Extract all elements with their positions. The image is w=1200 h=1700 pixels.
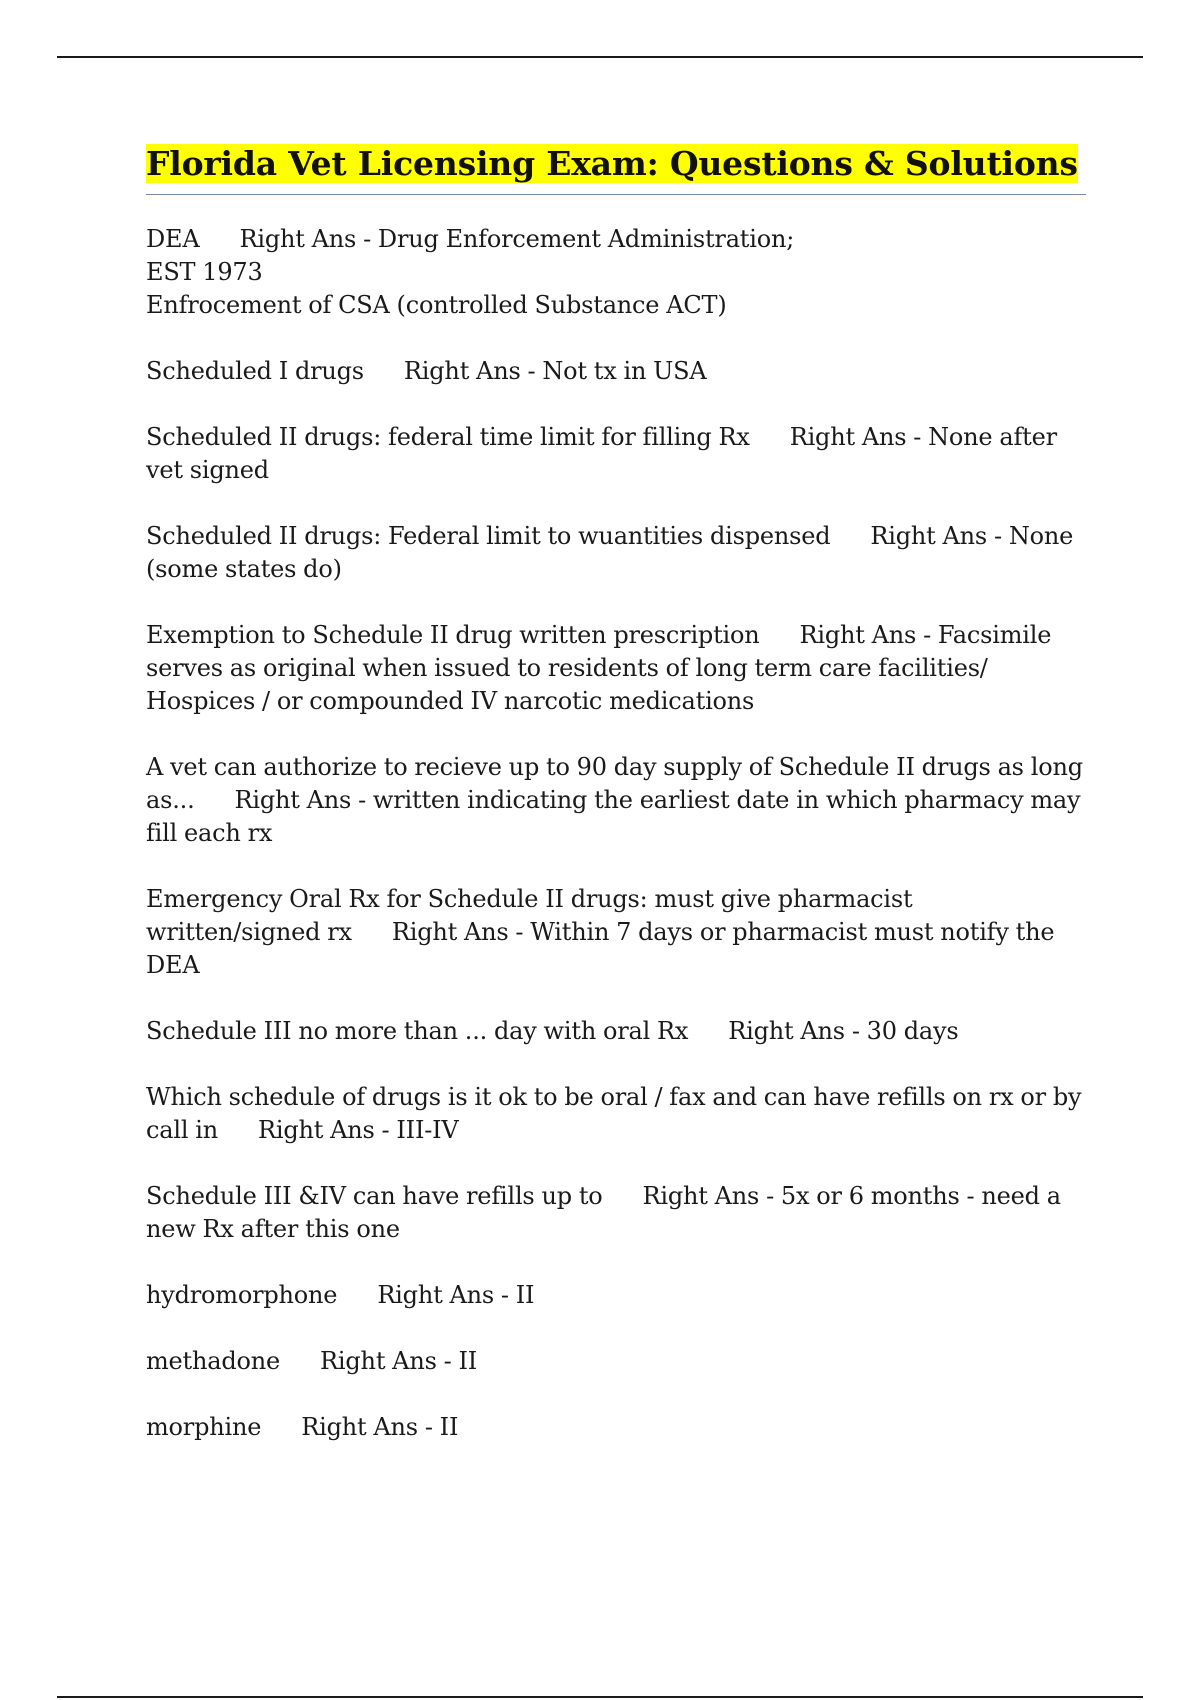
answer-text: Right Ans - Not tx in USA: [403, 357, 707, 385]
question-text: hydromorphone: [146, 1281, 338, 1309]
qa-item: [146, 1345, 1086, 1378]
answer-text: Right Ans - None (some states do): [146, 522, 1074, 583]
qa-item: [146, 883, 1086, 982]
question-text: Scheduled II drugs: Federal limit to wuantities dispensed: [146, 522, 831, 550]
qa-item: [146, 1279, 1086, 1312]
answer-text: Right Ans - II: [301, 1413, 459, 1441]
answer-text: Right Ans - III-IV: [257, 1116, 459, 1144]
qa-item: [146, 520, 1086, 586]
document-title: Florida Vet Licensing Exam: Questions & Solutions: [146, 144, 1078, 183]
answer-extra-line: EST 1973: [146, 258, 263, 286]
answer-text: Right Ans - written indicating the earliest date in which pharmacy may fill each rx: [146, 786, 1081, 847]
answer-text: Right Ans - Drug Enforcement Administration;: [239, 225, 795, 253]
question-text: Schedule III &IV can have refills up to: [146, 1182, 603, 1210]
qa-item: [146, 355, 1086, 388]
title-block: [146, 142, 1086, 195]
qa-item: [146, 1015, 1086, 1048]
question-text: Scheduled II drugs: federal time limit for filling Rx: [146, 423, 750, 451]
question-text: DEA: [146, 225, 200, 253]
answer-text: Right Ans - Facsimile serves as original when issued to residents of long term care facilities/ Hospices / or compounded IV narcotic medications: [146, 621, 1052, 715]
qa-item: [146, 1081, 1086, 1147]
question-text: A vet can authorize to recieve up to 90 day supply of Schedule II drugs as long as...: [146, 753, 1083, 814]
document-body: [146, 142, 1086, 1477]
question-text: Exemption to Schedule II drug written prescription: [146, 621, 760, 649]
answer-text: Right Ans - None after vet signed: [146, 423, 1057, 484]
question-text: Emergency Oral Rx for Schedule II drugs: must give pharmacist written/signed rx: [146, 885, 913, 946]
qa-item: [146, 1180, 1086, 1246]
bottom-rule: [57, 1696, 1143, 1698]
answer-text: Right Ans - 30 days: [728, 1017, 959, 1045]
question-text: Schedule III no more than ... day with oral Rx: [146, 1017, 689, 1045]
question-text: morphine: [146, 1413, 262, 1441]
qa-item: [146, 223, 1086, 322]
top-rule: [57, 56, 1143, 58]
qa-item: [146, 1411, 1086, 1444]
qa-item: [146, 619, 1086, 718]
qa-item: [146, 421, 1086, 487]
question-text: methadone: [146, 1347, 281, 1375]
answer-text: Right Ans - 5x or 6 months - need a new Rx after this one: [146, 1182, 1061, 1243]
question-text: Scheduled I drugs: [146, 357, 364, 385]
answer-text: Right Ans - Within 7 days or pharmacist must notify the DEA: [146, 918, 1055, 979]
qa-item: [146, 751, 1086, 850]
question-text: Which schedule of drugs is it ok to be oral / fax and can have refills on rx or by call in: [146, 1083, 1082, 1144]
answer-text: Right Ans - II: [320, 1347, 478, 1375]
answer-extra-line: Enfrocement of CSA (controlled Substance ACT): [146, 291, 727, 319]
answer-text: Right Ans - II: [377, 1281, 535, 1309]
qa-list: [146, 223, 1086, 1444]
